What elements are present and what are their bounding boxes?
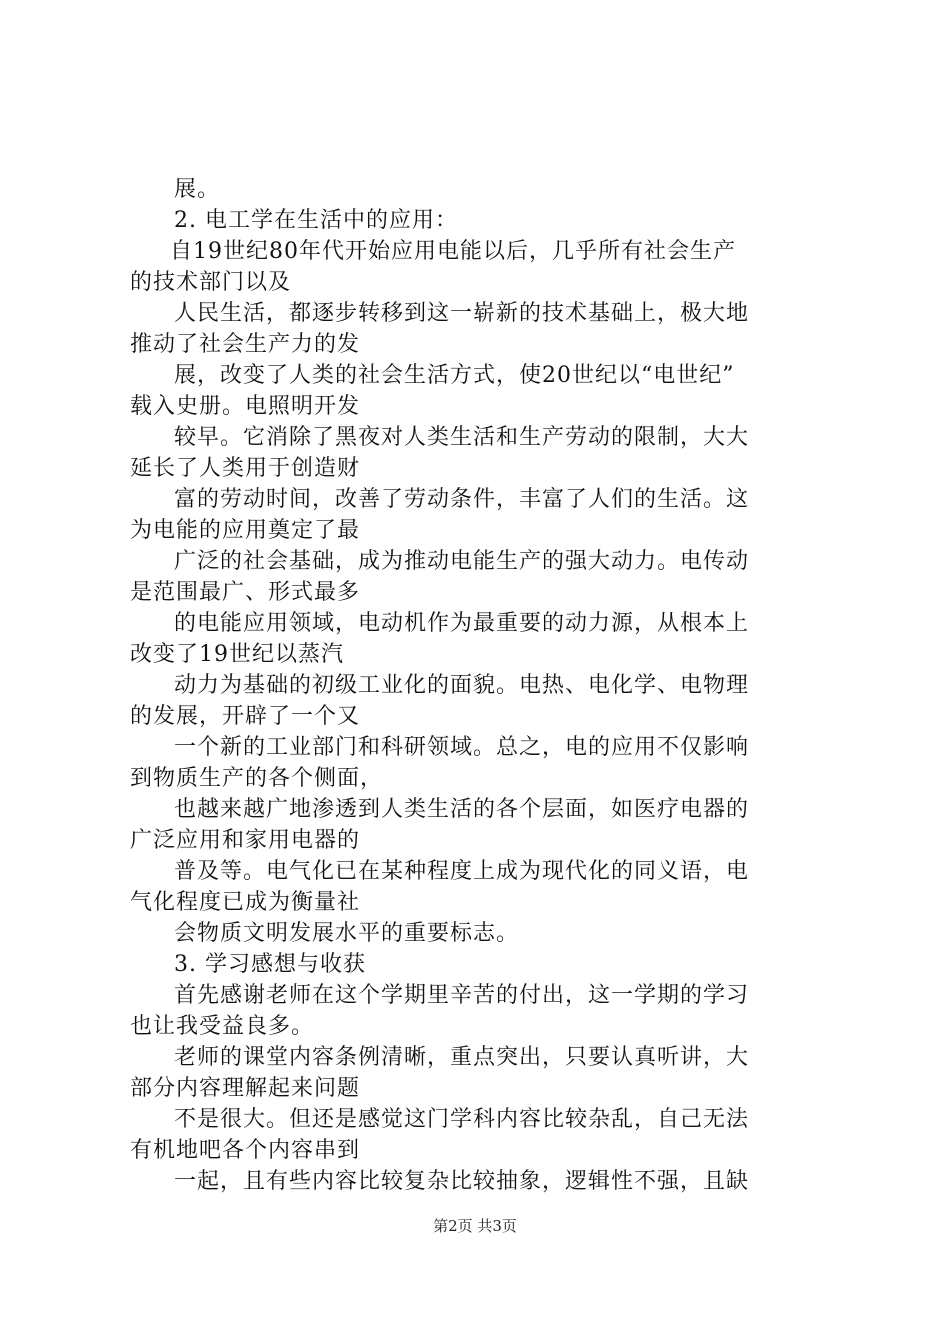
text-line: 广泛的社会基础，成为推动电能生产的强大动力。电传动 [174,549,750,574]
body-text [130,174,830,1197]
text-line: 一个新的工业部门和科研领域。总之，电的应用不仅影响 [174,735,750,760]
text-line: 动力为基础的初级工业化的面貌。电热、电化学、电物理 [174,673,750,698]
text-line: 部分内容理解起来问题 [130,1076,361,1101]
text-line: 的发展，开辟了一个又 [130,704,361,729]
text-line: 会物质文明发展水平的重要标志。 [174,921,520,946]
text-line: 首先感谢老师在这个学期里辛苦的付出，这一学期的学习 [174,983,750,1008]
text-line: 普及等。电气化已在某种程度上成为现代化的同义语，电 [174,859,750,884]
section-heading: 3. 学习感想与收获 [174,952,366,977]
text-line: 气化程度已成为衡量社 [130,890,361,915]
text-line: 为电能的应用奠定了最 [130,518,361,543]
text-line: 展，改变了人类的社会生活方式，使20世纪以“电世纪” [174,363,735,388]
text-line: 自19世纪80年代开始应用电能以后，几乎所有社会生产 [170,239,736,264]
text-line: 有机地吧各个内容串到 [130,1138,361,1163]
text-line: 展。 [174,177,221,202]
text-line: 较早。它消除了黑夜对人类生活和生产劳动的限制，大大 [174,425,750,450]
text-line: 广泛应用和家用电器的 [130,828,361,853]
text-line: 延长了人类用于创造财 [130,456,361,481]
text-line: 富的劳动时间，改善了劳动条件，丰富了人们的生活。这 [174,487,750,512]
text-line: 是范围最广、形式最多 [130,580,361,605]
text-line: 一起，且有些内容比较复杂比较抽象，逻辑性不强，且缺 [174,1169,750,1194]
section-heading: 2. 电工学在生活中的应用： [174,208,458,233]
text-line: 改变了19世纪以蒸汽 [130,642,344,667]
page-number-footer: 第2页 共3页 [433,1217,517,1235]
text-line: 也让我受益良多。 [130,1014,315,1039]
text-line: 的电能应用领域，电动机作为最重要的动力源，从根本上 [174,611,750,636]
text-line: 不是很大。但还是感觉这门学科内容比较杂乱，自己无法 [174,1107,750,1132]
text-line: 到物质生产的各个侧面， [130,766,384,791]
text-line: 推动了社会生产力的发 [130,332,361,357]
text-line: 的技术部门以及 [130,270,292,295]
text-line: 老师的课堂内容条例清晰，重点突出，只要认真听讲，大 [174,1045,750,1070]
text-line: 也越来越广地渗透到人类生活的各个层面，如医疗电器的 [174,797,750,822]
text-line: 人民生活，都逐步转移到这一崭新的技术基础上，极大地 [174,301,750,326]
text-line: 载入史册。电照明开发 [130,394,361,419]
